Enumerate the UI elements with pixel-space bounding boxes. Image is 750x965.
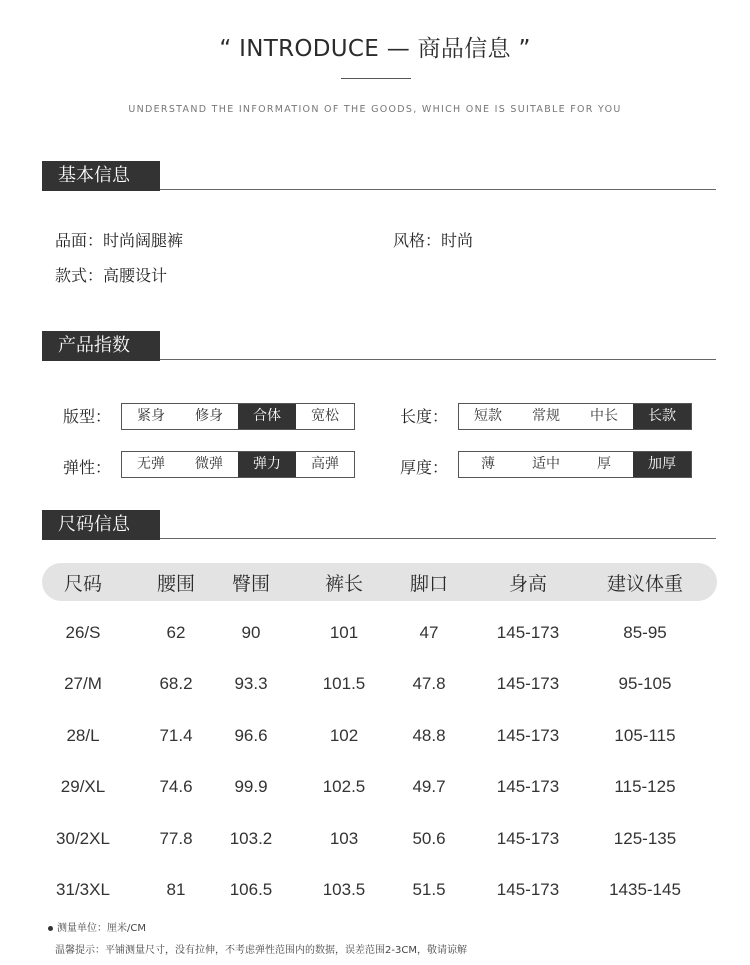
fabric-info: 品面：时尚阔腿裤 [55,231,184,250]
table-cell: 145-173 [496,777,560,797]
table-row [42,607,717,659]
style-info: 风格：时尚 [393,231,474,250]
thickness-option: 适中 [532,456,560,472]
table-cell: 71.4 [159,725,193,745]
table-cell: 103 [329,828,359,848]
thickness-label: 厚度： [400,458,449,477]
table-cell: 145-173 [496,828,560,848]
table-cell: 30/2XL [56,828,110,848]
section-header-index [42,331,716,361]
thickness-option: 厚 [597,456,611,472]
table-cell: 47.8 [412,674,446,694]
section-divider [160,189,716,190]
table-row [42,659,717,711]
table-cell: 145-173 [496,674,560,694]
length-option: 中长 [590,408,618,424]
table-cell: 51.5 [412,880,446,900]
length-option-selected: 长款 [633,404,691,429]
table-cell: 68.2 [159,674,193,694]
table-cell: 50.6 [412,828,446,848]
table-cell: 101.5 [322,674,366,694]
table-cell: 47 [419,622,439,642]
column-header: 身高 [508,572,547,595]
fit-scale [121,403,355,430]
table-cell: 125-135 [613,828,677,848]
size-table [42,563,717,916]
elastic-scale [121,451,355,478]
page-title: “ INTRODUCE — 商品信息 ” [219,36,531,62]
table-cell: 1435-145 [609,880,681,900]
table-cell: 145-173 [496,622,560,642]
elastic-option-selected: 弹力 [238,452,296,477]
table-cell: 96.6 [234,725,268,745]
table-cell: 85-95 [623,622,667,642]
section-title-size: 尺码信息 [42,510,160,540]
column-header: 尺码 [63,572,102,595]
size-table-header [42,563,717,601]
column-header: 建议体重 [606,572,683,595]
thickness-scale [458,451,692,478]
table-cell: 95-105 [618,674,672,694]
design-info: 款式：高腰设计 [55,266,168,285]
table-cell: 145-173 [496,725,560,745]
table-cell: 101 [329,622,359,642]
column-header: 脚口 [409,572,448,595]
fit-label: 版型： [63,407,112,426]
table-row [42,813,717,865]
size-table-body [42,607,717,916]
column-header: 腰围 [156,572,195,595]
table-row [42,762,717,814]
elastic-option: 高弹 [311,456,339,472]
page-subtitle: UNDERSTAND THE INFORMATION OF THE GOODS, WHICH ONE IS SUITABLE FOR YOU [128,104,622,115]
table-cell: 106.5 [229,880,273,900]
table-cell: 102.5 [322,777,366,797]
fit-option: 紧身 [137,408,165,424]
length-option: 短款 [474,408,502,424]
table-cell: 103.2 [229,828,273,848]
section-divider [160,359,716,360]
elastic-label: 弹性： [63,458,112,477]
table-cell: 115-125 [614,777,676,797]
length-scale [458,403,692,430]
elastic-option: 无弹 [137,456,165,472]
table-cell: 74.6 [159,777,193,797]
thickness-option-selected: 加厚 [633,452,691,477]
length-option: 常规 [532,408,560,424]
table-cell: 29/XL [60,777,106,797]
table-cell: 145-173 [496,880,560,900]
section-header-basic [42,161,716,191]
table-cell: 93.3 [234,674,268,694]
length-label: 长度： [400,407,449,426]
unit-note-text: 测量单位：厘米/CM [57,923,146,934]
table-cell: 48.8 [412,725,446,745]
fit-option-selected: 合体 [238,404,296,429]
table-cell: 62 [166,622,186,642]
table-cell: 105-115 [614,725,676,745]
section-title-index: 产品指数 [42,331,160,361]
table-cell: 31/3XL [56,880,110,900]
section-header-size [42,510,716,540]
fit-option: 修身 [195,408,223,424]
bullet-icon [48,926,53,931]
fit-option: 宽松 [311,408,339,424]
column-header: 裤长 [324,572,363,595]
thickness-option: 薄 [481,456,495,472]
table-cell: 102 [329,725,359,745]
table-cell: 28/L [66,725,100,745]
elastic-option: 微弹 [195,456,223,472]
table-cell: 49.7 [412,777,446,797]
table-cell: 81 [166,880,186,900]
section-title-basic: 基本信息 [42,161,160,191]
table-cell: 77.8 [159,828,193,848]
table-cell: 103.5 [322,880,366,900]
section-divider [160,538,716,539]
table-cell: 99.9 [234,777,268,797]
table-cell: 26/S [65,622,101,642]
column-header: 臀围 [231,572,270,595]
table-cell: 27/M [64,674,102,694]
tip-note: 温馨提示：平铺测量尺寸，没有拉伸，不考虑弹性范围内的数据，误差范围2-3CM，敬请谅解 [55,945,467,956]
title-divider [341,78,411,79]
table-cell: 90 [241,622,261,642]
table-row [42,710,717,762]
unit-note [48,919,146,934]
table-row [42,865,717,917]
